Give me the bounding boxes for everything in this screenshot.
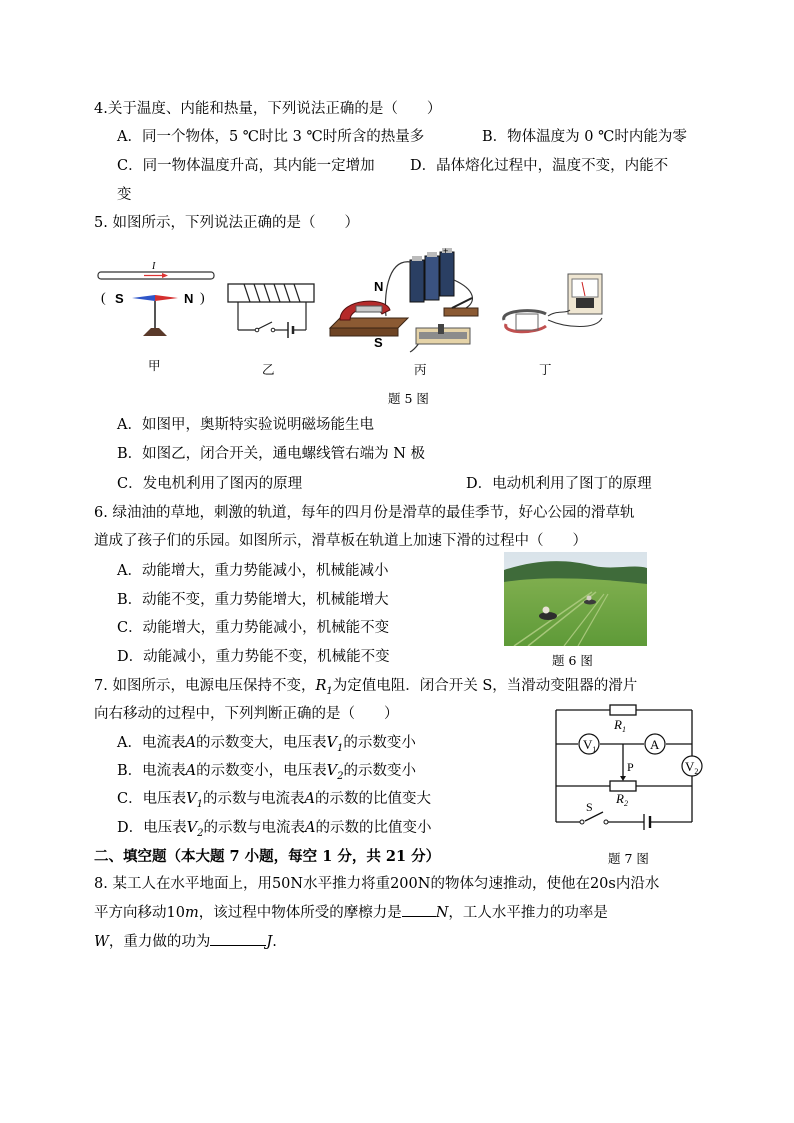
q6-stem-line1: 6. 绿油油的草地，刺激的轨道，每年的四月份是滑草的最佳季节，好心公园的滑草轨 — [94, 505, 635, 521]
q7-stem-line1: 7. 如图所示，电源电压保持不变，$R_1$为定值电阻．闭合开关 S，当滑动变阻器的滑片 — [94, 678, 638, 697]
section-2-heading: 二、填空题（本大题 7 小题，每空 1 分，共 21 分） — [94, 848, 441, 865]
q6-option-a: A．动能增大，重力势能减小，机械能减小 — [117, 563, 389, 579]
q8-line3: W，重力做的功为 J. — [94, 931, 277, 952]
q4-option-d-continued: 变 — [117, 187, 132, 203]
voltmeter-v1-label: $V_1$ — [583, 737, 597, 754]
fig-label-yi: 乙 — [262, 362, 275, 377]
q8-line1: 8. 某工人在水平地面上，用50N水平推力将重200N的物体匀速推动，使他在20s内沿水 — [94, 876, 660, 892]
q5-figure-ding — [496, 270, 608, 350]
q5-figure-caption: 题 5 图 — [388, 391, 429, 406]
q4-option-a: A．同一个物体，5 ℃时比 3 ℃时所含的热量多 — [117, 129, 425, 145]
q4-option-c: C．同一物体温度升高，其内能一定增加 — [117, 158, 375, 174]
magnet-n-label: N — [374, 279, 384, 294]
ammeter-label: A — [650, 737, 660, 752]
q5-option-a: A．如图甲，奥斯特实验说明磁场能生电 — [117, 417, 374, 433]
q5-figure-yi — [226, 278, 318, 340]
needle-s-label: S — [115, 291, 124, 306]
q5-option-b: B．如图乙，闭合开关，通电螺线管右端为 N 极 — [117, 446, 426, 462]
needle-n-label: N — [184, 291, 194, 306]
q6-option-d: D．动能减小，重力势能不变，机械能不变 — [117, 649, 390, 665]
r1-label: $R_1$ — [614, 717, 626, 734]
q7-option-d: D．电压表$V_2$的示数与电流表A的示数的比值变小 — [117, 820, 432, 839]
q7-circuit-diagram — [548, 700, 708, 830]
q6-option-b: B．动能不变，重力势能增大，机械能增大 — [117, 592, 389, 608]
q7-option-b: B．电流表A的示数变小，电压表$V_2$的示数变小 — [117, 763, 416, 782]
q7-figure-caption: 题 7 图 — [608, 851, 649, 866]
switch-s-label: S — [586, 800, 593, 814]
q6-option-c: C．动能增大，重力势能减小，机械能不变 — [117, 620, 390, 636]
r2-label: $R_2$ — [616, 791, 628, 808]
fig-label-bing: 丙 — [414, 362, 427, 377]
q7-option-c: C．电压表$V_1$的示数与电流表A的示数的比值变大 — [117, 791, 431, 810]
q5-option-d: D．电动机利用了图丁的原理 — [466, 476, 652, 492]
svg-text:(: ( — [101, 291, 106, 306]
q6-figure-caption: 题 6 图 — [552, 653, 593, 668]
q5-figure-jia — [96, 258, 221, 340]
answer-blank-friction[interactable] — [402, 902, 436, 917]
q5-option-c: C．发电机利用了图丙的原理 — [117, 476, 303, 492]
voltmeter-v2-label: $V_2$ — [685, 759, 699, 776]
q4-option-d: D．晶体熔化过程中，温度不变，内能不 — [410, 158, 669, 174]
q4-option-b: B．物体温度为 0 ℃时内能为零 — [482, 129, 687, 145]
r1-symbol: R — [315, 678, 327, 694]
q6-stem-line2: 道成了孩子们的乐园。如图所示，滑草板在轨道上加速下滑的过程中（ ） — [94, 533, 587, 549]
q7-stem-line2: 向右移动的过程中，下列判断正确的是（ ） — [94, 706, 399, 722]
battery-plus-label: + — [443, 246, 449, 256]
answer-blank-gravity-work[interactable] — [210, 931, 266, 946]
fig-label-ding: 丁 — [539, 362, 552, 377]
q8-line2: 平方向移动10m，该过程中物体所受的摩檫力是 N，工人水平推力的功率是 — [94, 902, 608, 923]
q4-stem: 4.关于温度、内能和热量，下列说法正确的是（ ） — [94, 101, 442, 117]
q6-photo-grass-slide — [504, 552, 647, 646]
q5-figure-bing — [326, 240, 490, 358]
current-label: I — [152, 261, 156, 272]
fig-label-jia: 甲 — [148, 358, 161, 373]
q5-stem: 5. 如图所示，下列说法正确的是（ ） — [94, 215, 359, 231]
svg-text:): ) — [200, 291, 205, 306]
q7-option-a: A．电流表A的示数变大，电压表$V_1$的示数变小 — [117, 735, 416, 754]
magnet-s-label: S — [374, 335, 383, 350]
slider-p-label: P — [627, 760, 634, 774]
